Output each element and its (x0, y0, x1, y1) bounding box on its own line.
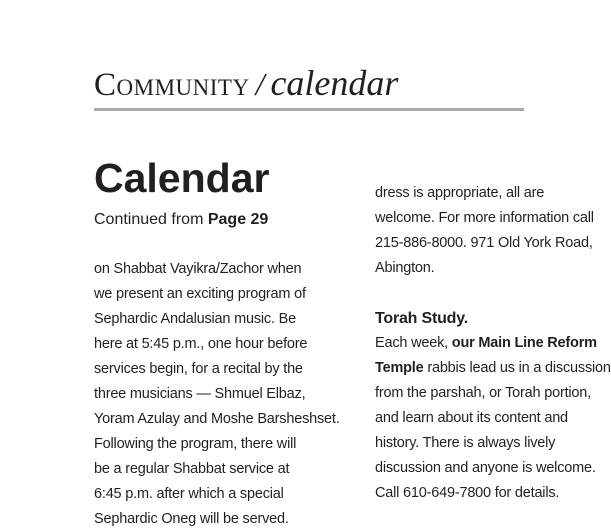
body-line: three musicians — Shmuel Elbaz, (94, 386, 306, 402)
body-line: Sephardic Andalusian music. Be (94, 311, 296, 327)
body-line: history. There is always lively (375, 435, 556, 451)
body-line: here at 5:45 p.m., one hour before (94, 336, 308, 352)
body-line (375, 331, 611, 356)
continued-prefix: Continued from (94, 211, 208, 228)
section-separator: / (255, 66, 265, 102)
continued-line (94, 211, 268, 229)
torah-line-rest: rabbis lead us in a discussion (423, 360, 611, 376)
section-subname: calendar (270, 63, 399, 103)
body-line: Call 610-649-7800 for details. (375, 485, 560, 501)
body-line: 215-886-8000. 971 Old York Road, (375, 235, 593, 251)
paragraph-gap (375, 281, 611, 306)
header-rule (94, 108, 524, 111)
right-column (375, 181, 611, 506)
body-line: from the parshah, or Torah portion, (375, 385, 591, 401)
body-line: Yoram Azulay and Moshe Barsheshset. (94, 411, 340, 427)
body-line: we present an exciting program of (94, 286, 306, 302)
body-line: Sephardic Oneg will be served. (94, 511, 289, 527)
section-header (94, 62, 398, 104)
body-line: and learn about its content and (375, 410, 568, 426)
torah-line-start: Each week, (375, 335, 452, 351)
body-line: dress is appropriate, all are (375, 185, 545, 201)
body-line: on Shabbat Vayikra/Zachor when (94, 261, 302, 277)
temple-name-part1: our Main Line Reform (451, 335, 597, 351)
continued-page-ref: Page 29 (207, 211, 269, 228)
body-line: services begin, for a recital by the (94, 361, 303, 377)
body-line: discussion and anyone is welcome. (375, 460, 596, 476)
body-line (375, 356, 611, 381)
body-line: be a regular Shabbat service at (94, 461, 290, 477)
body-line: 6:45 p.m. after which a special (94, 486, 284, 502)
body-line: welcome. For more information call (375, 210, 594, 226)
body-line: Abington. (375, 260, 435, 276)
temple-name-part2: Temple (375, 360, 424, 376)
body-line: Following the program, there will (94, 436, 297, 452)
article-title: Calendar (94, 155, 270, 201)
torah-study-heading: Torah Study. (375, 310, 469, 327)
section-name: Community (94, 67, 250, 103)
left-column (94, 257, 340, 532)
